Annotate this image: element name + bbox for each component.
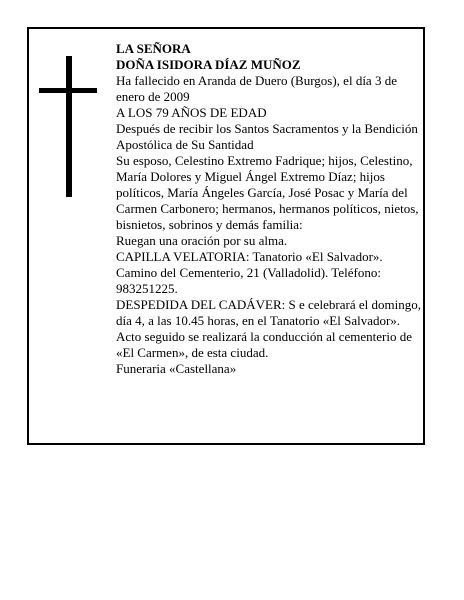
funeral-home: Funeraria «Castellana»	[116, 361, 237, 376]
farewell-info: DESPEDIDA DEL CADÁVER: S e celebrará el domingo, día 4, a las 10.45 horas, en el Tanatorio «El Salvador». Acto seguido se realizará la conducción al cementerio de «El Carmen», de esta ciudad.	[116, 297, 421, 360]
cross-icon	[66, 56, 72, 197]
deceased-name: DOÑA ISIDORA DÍAZ MUÑOZ	[116, 57, 301, 72]
notice-title: LA SEÑORA	[116, 41, 191, 56]
obituary-notice	[27, 27, 425, 445]
sacraments-statement: Después de recibir los Santos Sacramentos y la Bendición Apostólica de Su Santidad	[116, 121, 418, 152]
family-list: Su esposo, Celestino Extremo Fadrique; hijos, Celestino, María Dolores y Miguel Ángel Extremo Díaz; hijos políticos, María Ángeles García, José Posac y María del Carmen Carbonero; hermanos, hermanos políticos, nietos, bisnietos, sobrinos y demás familia:	[116, 153, 419, 232]
prayer-request: Ruegan una oración por su alma.	[116, 233, 288, 248]
chapel-info: CAPILLA VELATORIA: Tanatorio «El Salvador». Camino del Cementerio, 21 (Valladolid). Teléfono: 983251225.	[116, 249, 383, 296]
age-statement: A LOS 79 AÑOS DE EDAD	[116, 105, 267, 120]
obituary-text	[116, 41, 422, 377]
death-statement: Ha fallecido en Aranda de Duero (Burgos), el día 3 de enero de 2009	[116, 73, 397, 104]
cross-icon-bar	[39, 88, 97, 93]
